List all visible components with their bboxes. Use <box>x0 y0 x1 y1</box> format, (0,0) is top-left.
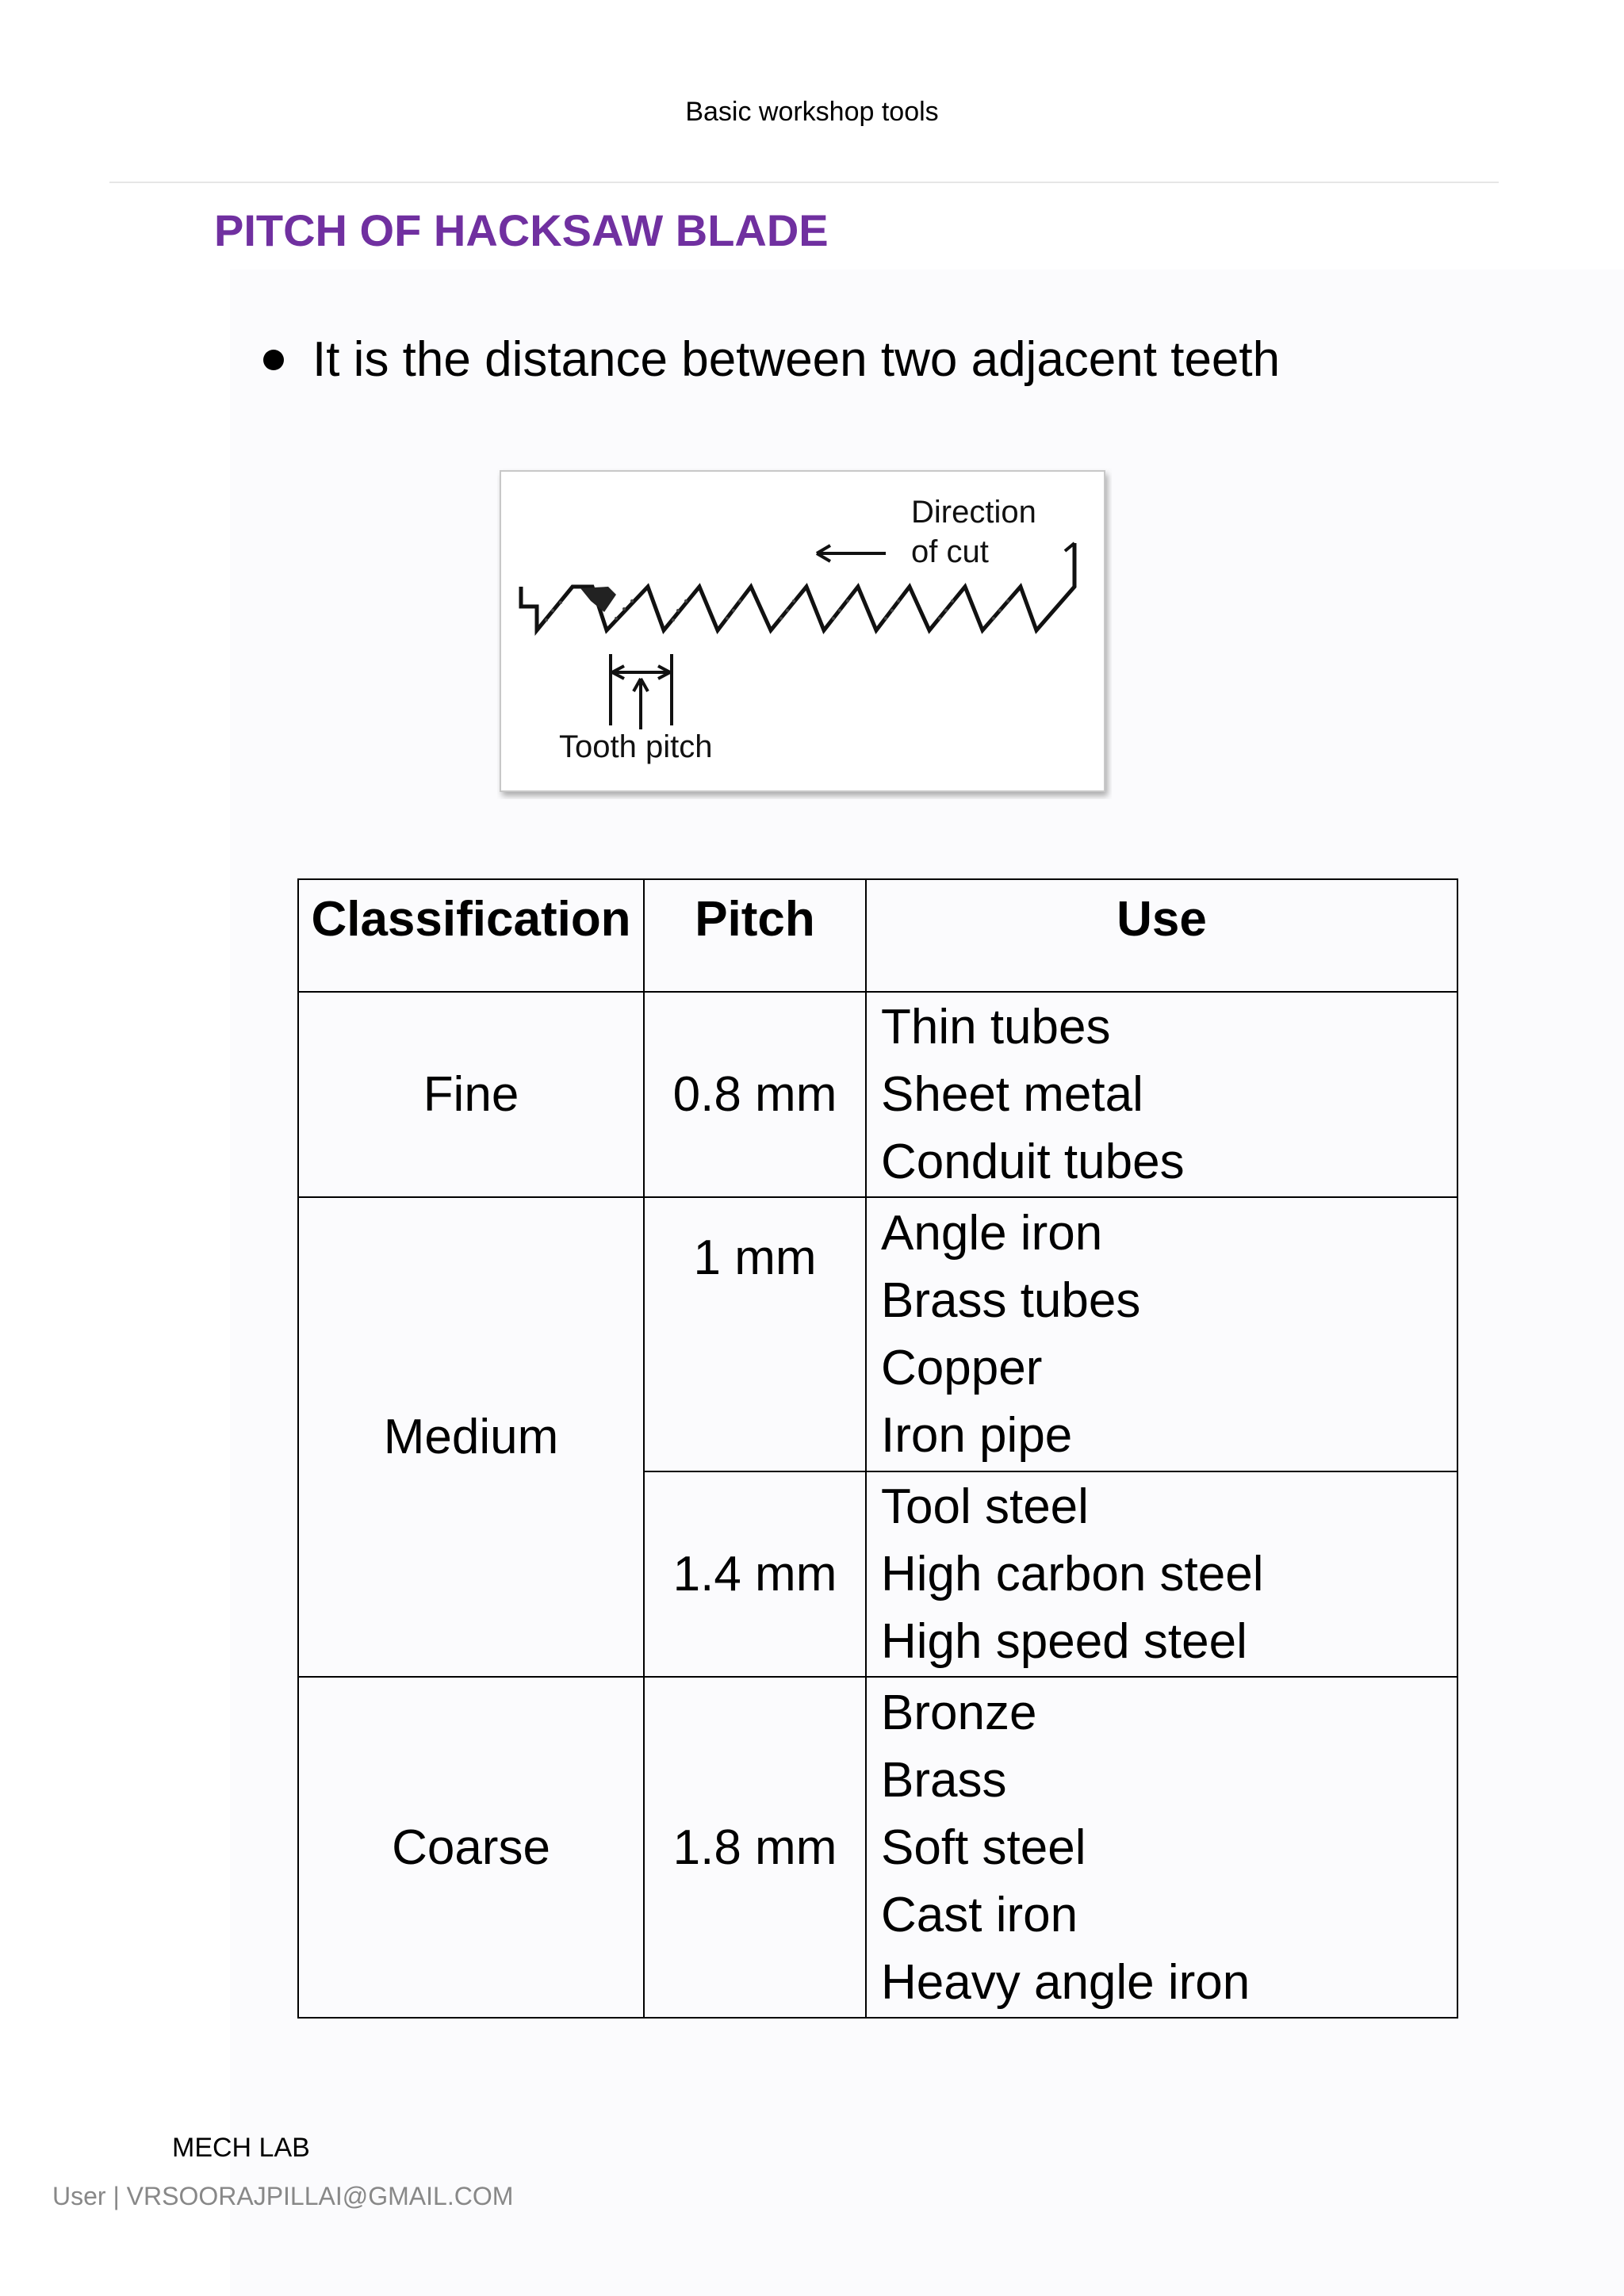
classification-cell: Medium <box>298 1197 644 1677</box>
direction-label-line2: of cut <box>911 534 989 569</box>
bullet-item <box>263 331 1280 388</box>
pitch-cell: 0.8 mm <box>644 992 866 1197</box>
footer-user: User | VRSOORAJPILLAI@GMAIL.COM <box>52 2182 514 2210</box>
use-item: Conduit tubes <box>881 1135 1185 1189</box>
direction-label-line1: Direction <box>911 495 1036 530</box>
use-item: Soft steel <box>881 1820 1086 1875</box>
classification-cell: Coarse <box>298 1677 644 2018</box>
use-cell <box>866 992 1457 1197</box>
use-cell <box>866 1197 1457 1471</box>
bullet-icon <box>263 350 284 370</box>
header-use: Use <box>866 879 1457 992</box>
use-item: Copper <box>881 1341 1043 1395</box>
use-item: Bronze <box>881 1685 1037 1740</box>
pitch-cell: 1 mm <box>644 1197 866 1471</box>
table-header-row <box>298 879 1457 992</box>
use-item: Heavy angle iron <box>881 1954 1251 2010</box>
tooth-pitch-label: Tooth pitch <box>559 729 713 764</box>
use-cell <box>866 1471 1457 1677</box>
use-item: Brass tubes <box>881 1273 1141 1328</box>
use-cell <box>866 1677 1457 2018</box>
use-item: Tool steel <box>881 1479 1089 1534</box>
use-item: Cast iron <box>881 1887 1078 1942</box>
use-item: Brass <box>881 1752 1007 1808</box>
pitch-cell: 1.8 mm <box>644 1677 866 2018</box>
pitch-table <box>297 878 1458 2019</box>
bullet-text: It is the distance between two adjacent teeth <box>312 332 1281 387</box>
use-item: Angle iron <box>881 1206 1103 1261</box>
classification-cell: Fine <box>298 992 644 1197</box>
use-item: Thin tubes <box>881 1000 1111 1054</box>
footer-lab: MECH LAB <box>172 2133 310 2163</box>
table-row <box>298 1197 1457 1471</box>
use-item: Iron pipe <box>881 1408 1073 1463</box>
header-pitch: Pitch <box>644 879 866 992</box>
use-item: High carbon steel <box>881 1547 1264 1601</box>
header-classification: Classification <box>298 879 644 992</box>
use-item: Sheet metal <box>881 1067 1143 1122</box>
header-divider <box>109 182 1499 183</box>
page-header-title: Basic workshop tools <box>685 97 939 127</box>
pitch-cell: 1.4 mm <box>644 1471 866 1677</box>
table-row <box>298 992 1457 1197</box>
use-item: High speed steel <box>881 1614 1247 1669</box>
table-row <box>298 1677 1457 2018</box>
section-heading: PITCH OF HACKSAW BLADE <box>214 205 829 255</box>
hacksaw-pitch-figure <box>497 468 1112 799</box>
